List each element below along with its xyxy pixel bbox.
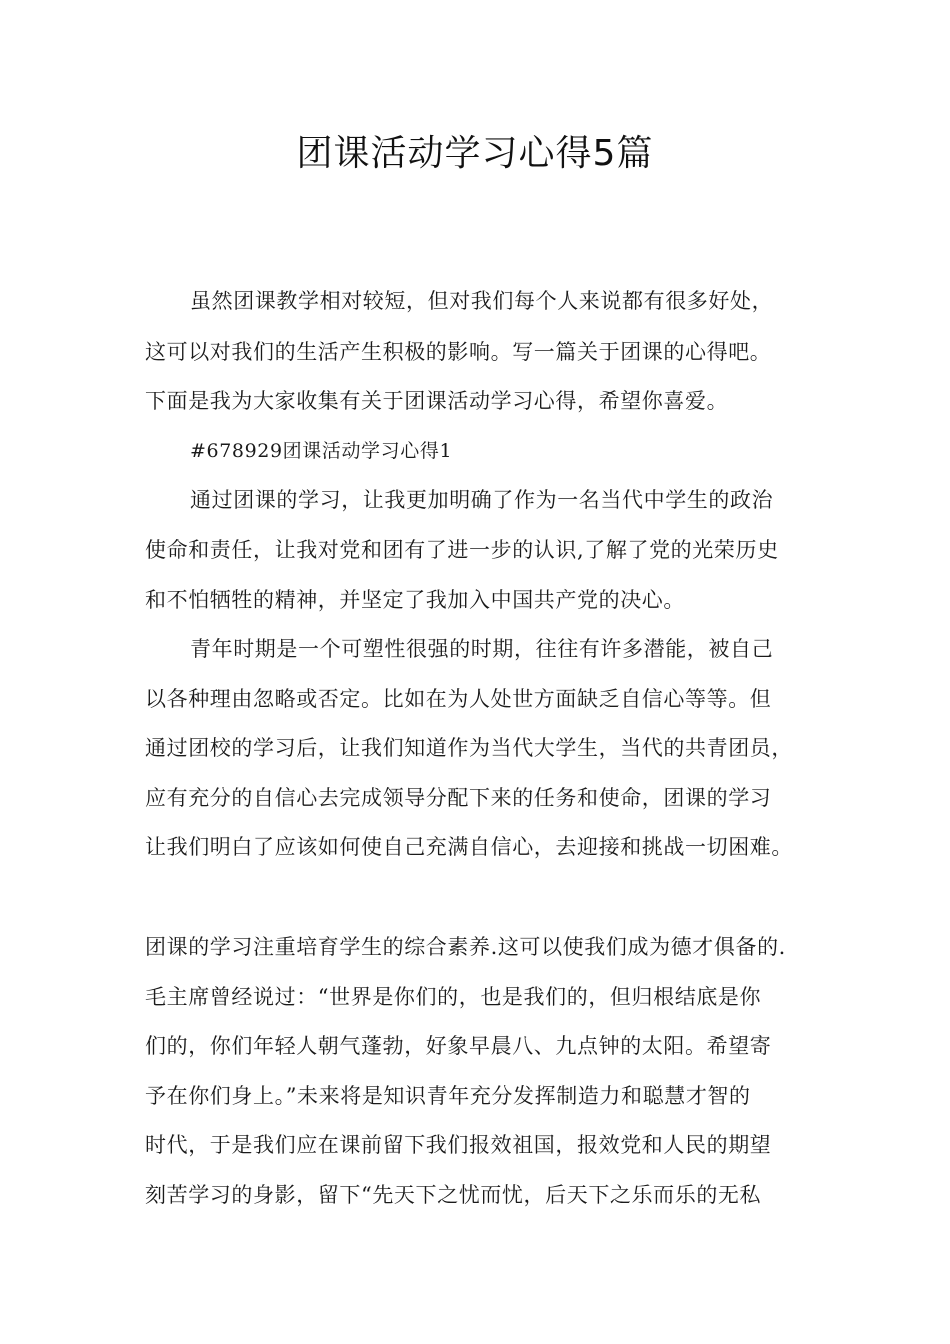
- para3-line-2: 毛主席曾经说过：“世界是你们的，也是我们的，但归根结底是你: [145, 985, 762, 1009]
- para3-line-6: 刻苦学习的身影，留下“先天下之忧而忧，后天下之乐而乐的无私: [145, 1183, 762, 1207]
- para2-line-4: 应有充分的自信心去完成领导分配下来的任务和使命，团课的学习: [145, 786, 772, 810]
- para2-line-1: 青年时期是一个可塑性很强的时期，往往有许多潜能，被自己: [190, 637, 774, 661]
- intro-line-1: 虽然团课教学相对较短，但对我们每个人来说都有很多好处，: [190, 289, 774, 313]
- para1-line-1: 通过团课的学习，让我更加明确了作为一名当代中学生的政治: [190, 488, 774, 512]
- page-title: 团课活动学习心得5篇: [296, 133, 654, 174]
- para2-line-5: 让我们明白了应该如何使自己充满自信心，去迎接和挑战一切困难。: [145, 835, 793, 859]
- para3-line-4: 予在你们身上。”未来将是知识青年充分发挥制造力和聪慧才智的: [145, 1084, 751, 1108]
- para2-line-3: 通过团校的学习后，让我们知道作为当代大学生，当代的共青团员，: [145, 736, 793, 760]
- para2-line-2: 以各种理由忽略或否定。比如在为人处世方面缺乏自信心等等。但: [145, 687, 772, 711]
- para1-line-2: 使命和责任，让我对党和团有了进一步的认识,了解了党的光荣历史: [145, 538, 779, 562]
- section-heading: #678929团课活动学习心得1: [190, 440, 453, 462]
- para3-line-5: 时代，于是我们应在课前留下我们报效祖国，报效党和人民的期望: [145, 1133, 772, 1157]
- para3-line-3: 们的，你们年轻人朝气蓬勃，好象早晨八、九点钟的太阳。希望寄: [145, 1034, 772, 1058]
- para3-line-1: 团课的学习注重培育学生的综合素养.这可以使我们成为德才俱备的.: [145, 935, 786, 959]
- para1-line-3: 和不怕牺牲的精神，并坚定了我加入中国共产党的决心。: [145, 588, 685, 612]
- intro-line-2: 这可以对我们的生活产生积极的影响。写一篇关于团课的心得吧。: [145, 340, 772, 364]
- intro-line-3: 下面是我为大家收集有关于团课活动学习心得，希望你喜爱。: [145, 389, 729, 413]
